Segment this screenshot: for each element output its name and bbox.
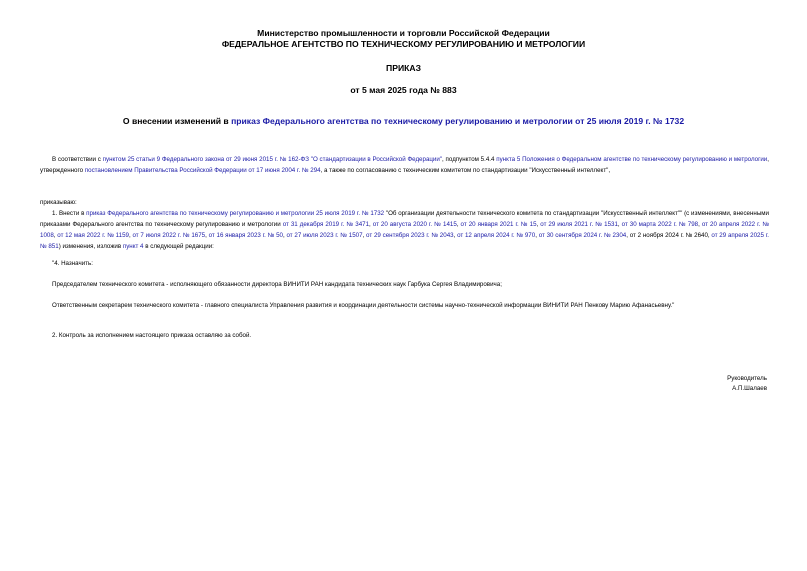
amendment-link[interactable]: от 16 января 2023 г. № 50 [208, 232, 283, 239]
separator: , [283, 232, 287, 239]
item-1-text-3: ) изменения, изложив [58, 243, 123, 250]
separator: , [456, 221, 461, 228]
item-1-text-4: в следующей редакции: [143, 243, 214, 250]
subject-line [0, 116, 807, 127]
separator: , [536, 221, 541, 228]
amendment-link[interactable]: от 30 сентября 2024 г. № 2304 [538, 232, 627, 239]
order-word: приказываю: [40, 199, 77, 206]
subject-order-link[interactable]: приказ Федерального агентства по техническому регулированию и метрологии от 25 июля 2019 г. № 1732 [231, 116, 685, 126]
amendment-link[interactable]: от 31 декабря 2019 г. № 3471 [282, 221, 370, 228]
doc-type: ПРИКАЗ [386, 63, 421, 73]
separator: , [128, 232, 133, 239]
preamble-text-4: , а также по согласованию с техническим комитетом по стандартизации "Искусственный интеллект", [320, 167, 611, 174]
date-number: от 5 мая 2025 года № 883 [350, 85, 457, 95]
law-162-fz-link[interactable]: пунктом 25 статьи 9 Федерального закона от 29 июня 2015 г. № 162-ФЗ "О стандартизации в Российской Федерации" [102, 156, 443, 163]
amendment-link[interactable]: от 7 июля 2022 г. № 1675 [132, 232, 206, 239]
amendment-link[interactable]: от 30 марта 2022 г. № 798 [621, 221, 699, 228]
government-decree-link[interactable]: постановлением Правительства Российской Федерации от 17 июня 2004 г. № 294 [84, 167, 321, 174]
separator: , [617, 221, 622, 228]
amendment-link[interactable]: от 20 января 2021 г. № 15 [460, 221, 537, 228]
separator: , [205, 232, 209, 239]
separator: , [369, 221, 373, 228]
signature-role: Руководитель [727, 375, 767, 382]
amendment-link[interactable]: от 29 апреля 2025 г. № 851 [40, 232, 769, 250]
chairman-paragraph: Председателем технического комитета - исполняющего обязанности директора ВИНИТИ РАН кандидата технических наук Гарбука Сергея Владимировича; [52, 281, 502, 288]
agency-title: ФЕДЕРАЛЬНОЕ АГЕНТСТВО ПО ТЕХНИЧЕСКОМУ РЕГУЛИРОВАНИЮ И МЕТРОЛОГИИ [221, 39, 586, 49]
secretary-paragraph: Ответственным секретарем технического комитета - главного специалиста Управления развития и координации деятельности системы научно-технической информации ВИНИТИ РАН Пенкову Марию Афанасьевну." [52, 302, 675, 309]
preamble-paragraph [40, 154, 769, 176]
separator: , [698, 221, 702, 228]
preamble-text-2: , подпунктом 5.4.4 [442, 156, 497, 163]
agency-regulation-link[interactable]: пункта 5 Положения о Федеральном агентстве по техническому регулированию и метрологии [496, 156, 768, 163]
amendment-link[interactable]: от 29 сентября 2023 г. № 2043 [366, 232, 454, 239]
amendment-link[interactable]: от 20 апреля 2022 г. № 1008 [40, 221, 769, 239]
amendment-link[interactable]: от 20 августа 2020 г. № 1415 [372, 221, 457, 228]
amendment-link[interactable]: от 12 мая 2022 г. № 1159 [57, 232, 129, 239]
separator: , [453, 232, 458, 239]
order-1732-link[interactable]: приказ Федерального агентства по техническому регулированию и метрологии 25 июля 2019 г. № 1732 [86, 210, 385, 217]
separator: , от 2 ноября 2024 г. № 2640, [626, 232, 712, 239]
ministry-title: Министерство промышленности и торговли Российской Федерации [257, 28, 550, 38]
separator: , [53, 232, 58, 239]
amendment-link[interactable]: от 27 июля 2023 г. № 1507 [286, 232, 363, 239]
item-1-paragraph [40, 208, 769, 252]
subject-prefix: О внесении изменений в [122, 116, 232, 126]
signature-name: А.П.Шалаев [732, 385, 767, 392]
preamble-text-3: , утвержденного [40, 156, 769, 174]
item-2-paragraph: 2. Контроль за исполнением настоящего приказа оставляю за собой. [52, 332, 252, 339]
item-1-text-1: 1. Внести в [52, 210, 87, 217]
amendment-link[interactable]: от 12 апреля 2024 г. № 970 [457, 232, 536, 239]
quote-start: "4. Назначить: [52, 260, 93, 267]
preamble-text-1: В соответствии с [52, 156, 103, 163]
amendment-link[interactable]: от 29 июля 2021 г. № 1531 [540, 221, 618, 228]
item-1-text-2: "Об организации деятельности технического комитета по стандартизации "Искусственный интеллект"" (с изменениями, внесенными приказами Федерального агентства по техническому регулированию и метрологии [40, 210, 769, 228]
point-4-link[interactable]: пункт 4 [122, 243, 144, 250]
separator: , [535, 232, 539, 239]
separator: , [362, 232, 367, 239]
